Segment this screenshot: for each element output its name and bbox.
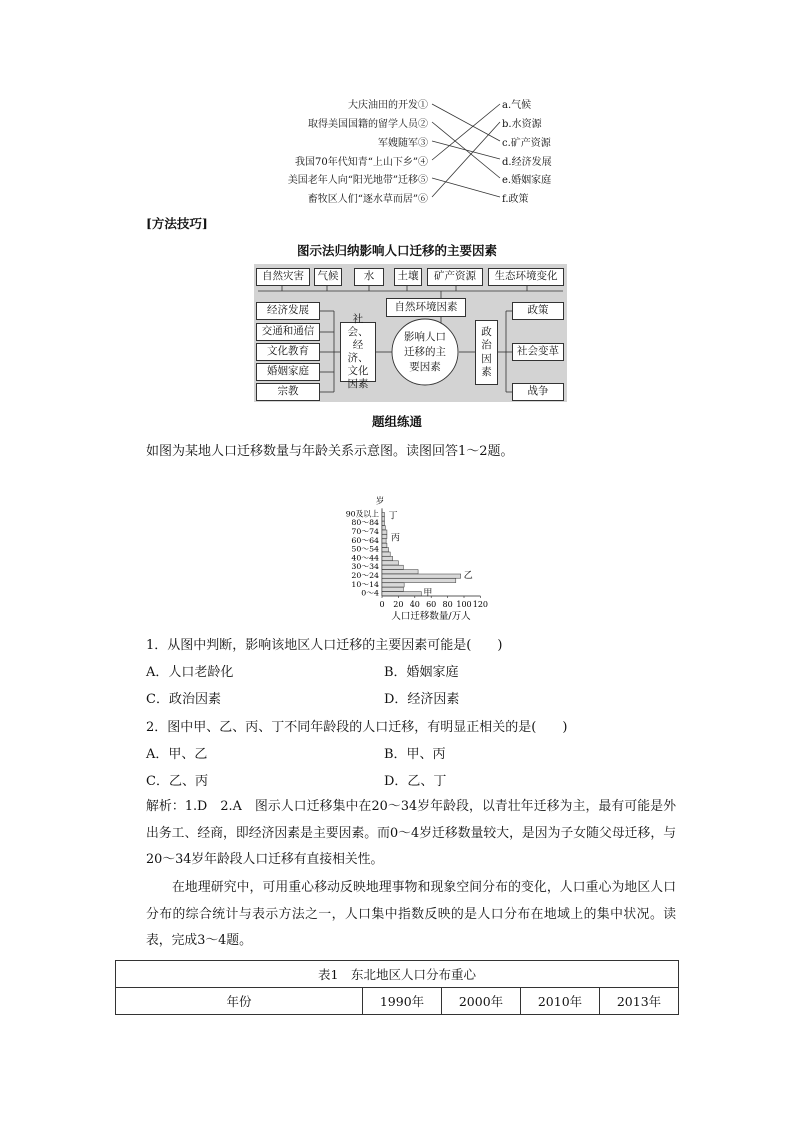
table-header-cell: 1990年	[363, 988, 442, 1015]
y-tick-label: 0～4	[361, 588, 379, 598]
bar	[382, 534, 387, 538]
factor-box: 自然灾害	[256, 268, 310, 286]
factor-box: 婚姻家庭	[256, 363, 320, 381]
question-1-option-b[interactable]: B．婚姻家庭	[384, 665, 459, 680]
bar	[382, 552, 390, 556]
factor-box: 矿产资源	[427, 268, 483, 286]
annotation-bing: 丙	[390, 533, 400, 544]
analysis-text: 解析：1.D 2.A 图示人口迁移集中在20～34岁年龄段，以青壮年迁移为主，最有可能是外出务工、经商，即经济因素是主要因素。而0～4岁迁移数量较大，是因为子女随父母迁移，与20～34岁年龄段人口迁移有直接相关性。	[146, 799, 676, 867]
method-heading: [方法技巧]	[146, 216, 208, 231]
annotation-jia: 甲	[423, 588, 433, 599]
table-header-cell: 年份	[116, 988, 363, 1015]
table-header-row	[116, 988, 679, 1015]
table-header-cell: 2010年	[521, 988, 600, 1015]
bar	[382, 592, 421, 596]
question-2-option-c[interactable]: C．乙、丙	[146, 774, 208, 789]
bar	[382, 512, 384, 516]
factor-box: 文化教育	[256, 343, 320, 361]
match-left-item: 取得美国国籍的留学人员②	[308, 119, 428, 130]
match-right-item: c.矿产资源	[502, 138, 551, 149]
x-tick-label: 0	[379, 600, 385, 609]
match-right-item: d.经济发展	[502, 157, 552, 168]
question-2-option-a[interactable]: A．甲、乙	[146, 747, 208, 762]
bar	[382, 583, 404, 587]
y-tick-label: 10～14	[351, 579, 379, 589]
matching-lines	[0, 0, 794, 210]
factor-box: 战争	[512, 383, 564, 401]
factor-box: 宗教	[256, 383, 320, 401]
bar	[382, 530, 387, 534]
question-1-stem: 1．从图中判断，影响该地区人口迁移的主要因素可能是( )	[146, 638, 503, 653]
match-left-item: 美国老年人向“阳光地带”迁移⑤	[287, 175, 428, 186]
question-1-option-d[interactable]: D．经济因素	[384, 692, 460, 707]
table-header-cell: 2013年	[600, 988, 679, 1015]
match-left-item: 畜牧区人们“逐水草而居”⑥	[307, 194, 428, 205]
match-right-item: a.气候	[502, 100, 532, 111]
match-right-item: f.政策	[502, 194, 529, 205]
y-tick-label: 20～24	[351, 571, 379, 580]
x-tick-label: 60	[426, 600, 437, 609]
y-axis-label: 岁	[375, 496, 385, 507]
question-1-option-a[interactable]: A．人口老龄化	[146, 665, 234, 680]
x-tick-label: 80	[442, 600, 453, 609]
x-tick-label: 120	[472, 600, 489, 609]
match-left-item: 军嫂随军③	[378, 138, 428, 149]
natural-factor-box: 自然环境因素	[386, 298, 466, 317]
bar	[382, 587, 403, 591]
x-axis-label: 人口迁移数量/万人	[391, 611, 471, 622]
y-tick-label: 30～34	[351, 562, 379, 572]
bar	[382, 561, 398, 565]
y-tick-label: 50～54	[351, 544, 379, 554]
question-2-stem: 2．图中甲、乙、丙、丁不同年龄段的人口迁移，有明显正相关的是( )	[146, 720, 568, 735]
bar	[382, 548, 389, 552]
y-tick-label: 80～84	[351, 518, 379, 528]
question-1-option-c[interactable]: C．政治因素	[146, 692, 221, 707]
x-tick-label: 100	[456, 600, 472, 609]
annotation-yi: 乙	[463, 571, 473, 581]
bar	[382, 556, 393, 560]
political-factor-box: 政治因素	[475, 320, 498, 385]
match-left-item: 我国70年代知青“上山下乡”④	[295, 157, 428, 168]
factor-box: 政策	[512, 302, 564, 320]
question-2-option-b[interactable]: B．甲、丙	[384, 747, 446, 762]
y-tick-label: 90及以上	[345, 509, 379, 519]
annotation-ding: 丁	[388, 511, 398, 522]
diagram-title: 图示法归纳影响人口迁移的主要因素	[296, 243, 497, 258]
bar	[382, 570, 418, 574]
bar	[382, 565, 403, 569]
center-label: 影响人口迁移的主要因素	[404, 331, 446, 373]
bar	[382, 521, 384, 525]
y-tick-label: 60～64	[351, 535, 379, 545]
x-tick-label: 40	[409, 600, 420, 609]
population-center-table	[115, 960, 679, 1015]
bar	[382, 539, 386, 543]
match-right-item: e.婚姻家庭	[502, 175, 552, 186]
factor-box: 生态环境变化	[488, 268, 564, 286]
factor-box: 气候	[314, 268, 342, 286]
factor-box: 土壤	[394, 268, 422, 286]
factor-box: 经济发展	[256, 302, 320, 320]
factor-box: 水	[354, 268, 384, 286]
factor-diagram	[254, 264, 567, 402]
table-caption: 表1 东北地区人口分布重心	[116, 961, 679, 988]
x-tick-label: 20	[393, 600, 404, 609]
bar	[382, 574, 461, 578]
factor-box: 社会变革	[512, 343, 564, 361]
social-factor-box: 社会、经济、文化因素	[340, 322, 376, 382]
practice-heading: 题组练通	[371, 414, 422, 429]
factor-box: 交通和通信	[256, 323, 320, 341]
intro-text: 如图为某地人口迁移数量与年龄关系示意图。读图回答1～2题。	[146, 444, 514, 459]
y-tick-label: 70～74	[351, 527, 379, 536]
bar	[382, 578, 456, 582]
context-paragraph: 在地理研究中，可用重心移动反映地理事物和现象空间分布的变化，人口重心为地区人口分布的综合统计与表示方法之一，人口集中指数反映的是人口分布在地域上的集中状况。读表，完成3～4题。	[146, 880, 676, 948]
bar	[382, 543, 387, 547]
question-2-option-d[interactable]: D．乙、丁	[384, 774, 447, 789]
match-left-item: 大庆油田的开发①	[348, 100, 428, 111]
match-right-item: b.水资源	[502, 119, 542, 130]
migration-age-chart	[320, 463, 520, 625]
y-tick-label: 40～44	[351, 553, 379, 563]
table-header-cell: 2000年	[442, 988, 521, 1015]
bar	[382, 526, 385, 530]
bar	[382, 517, 384, 521]
